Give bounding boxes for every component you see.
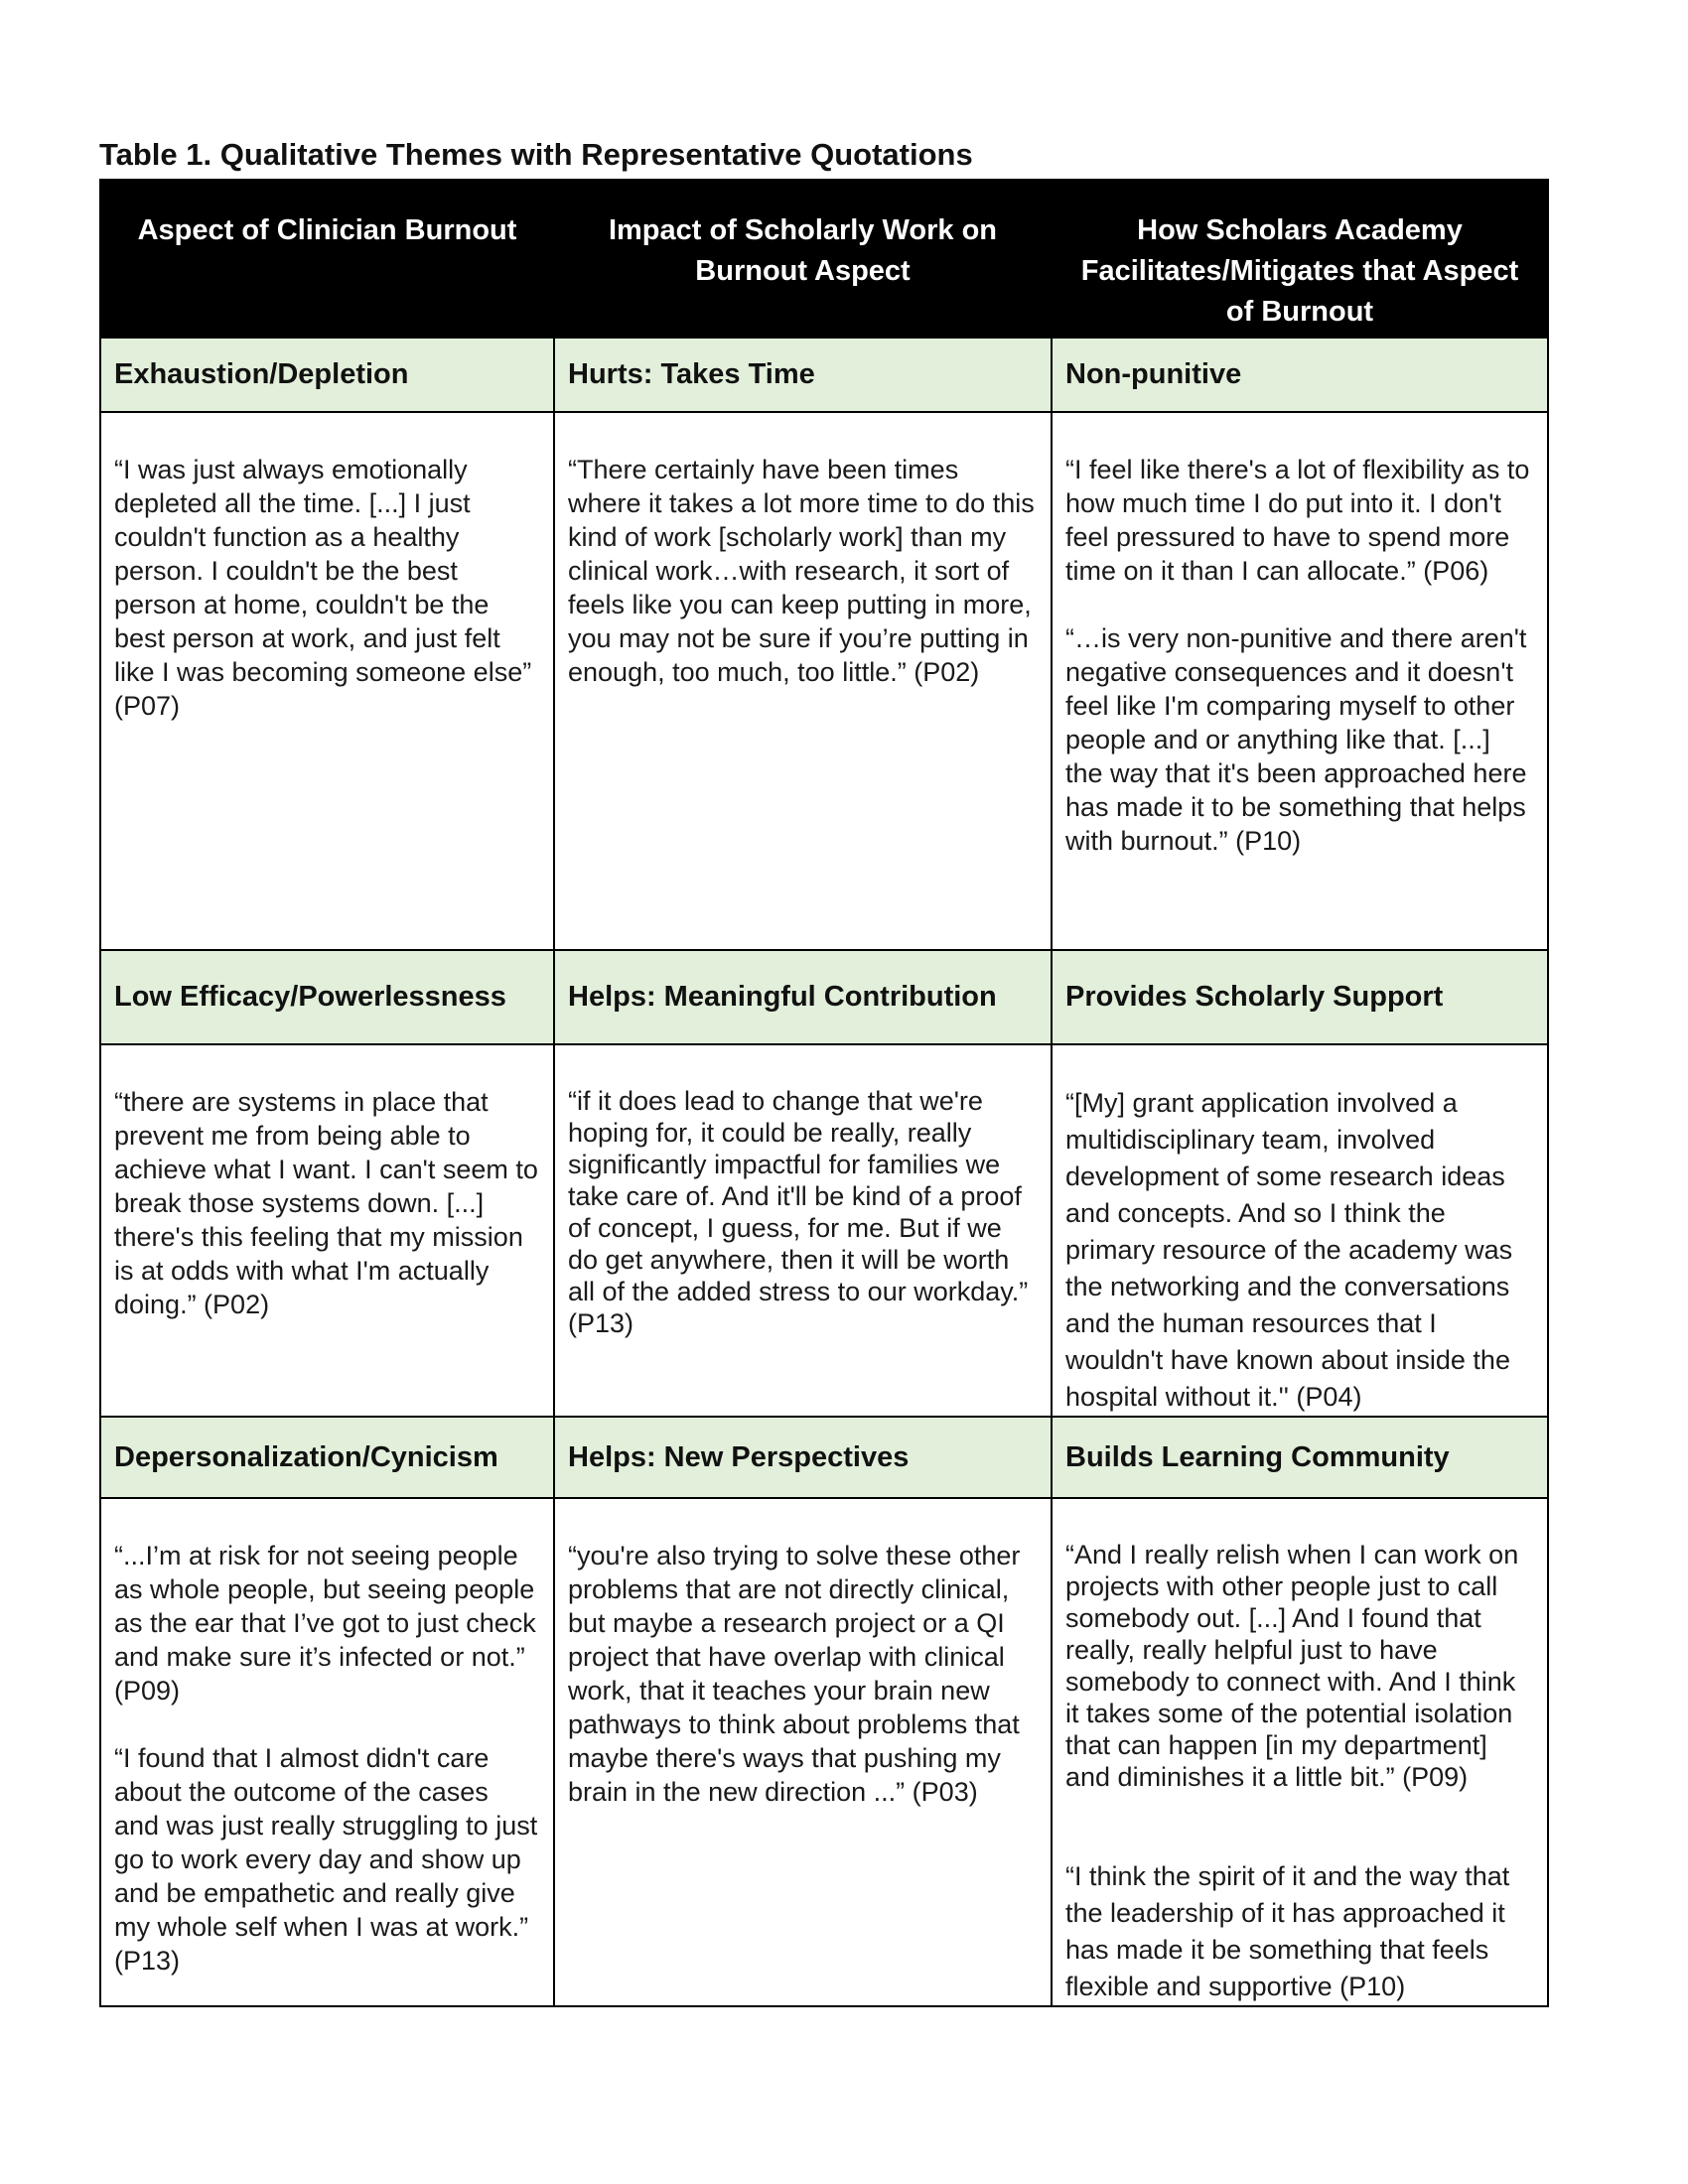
table-caption: Table 1. Qualitative Themes with Representative Quotations — [99, 137, 973, 172]
quote-text: “There certainly have been times where it takes a lot more time to do this kind of work [scholarly work] than my clinical work…with research, it sort of feels like you can keep putting in more, you may not be sure if you’re putting in enough, too much, too little.” (P02) — [568, 455, 1035, 687]
theme-cell-academy: Builds Learning Community — [1052, 1417, 1548, 1498]
header-row — [100, 180, 1548, 338]
quote-text: “I was just always emotionally depleted all the time. [...] I just couldn't function as a healthy person. I couldn't be the best person at home, couldn't be the best person at work, and just felt like I was becoming someone else” (P07) — [114, 455, 532, 721]
quote-text: “there are systems in place that prevent me from being able to achieve what I want. I can't seem to break those systems down. [...] there's this feeling that my mission is at odds with what I'm actually doing.” (P02) — [114, 1087, 538, 1319]
quote-cell-impact — [554, 1044, 1052, 1417]
theme-cell-impact: Helps: New Perspectives — [554, 1417, 1052, 1498]
quote-text: “[My] grant application involved a multidisciplinary team, involved development of some research ideas and concepts. And so I think the primary resource of the academy was the networking and the conversations and the human resources that I wouldn't have known about inside the hospital without it.'' (P04) — [1065, 1088, 1513, 1412]
quote-cell-impact — [554, 1498, 1052, 2006]
theme-cell-academy: Non-punitive — [1052, 338, 1548, 412]
theme-row — [100, 338, 1548, 412]
header-academy-facilitation: How Scholars Academy Facilitates/Mitigates that Aspect of Burnout — [1052, 180, 1548, 338]
header-burnout-aspect: Aspect of Clinician Burnout — [100, 180, 554, 338]
quote-text: “…is very non-punitive and there aren't negative consequences and it doesn't feel like I'm comparing myself to other people and or anything like that. [...] the way that it's been approached here has made it to be something that helps with burnout.” (P10) — [1065, 623, 1527, 856]
header-scholarly-impact: Impact of Scholarly Work on Burnout Aspect — [554, 180, 1052, 338]
quote-text: “And I really relish when I can work on projects with other people just to call somebody out. [...] And I found that really, really helpful just to have somebody to connect with. And I think it takes some of the potential isolation that can happen [in my department] and diminishes it a little bit.” (P09) — [1065, 1540, 1519, 1792]
quote-cell-aspect — [100, 412, 554, 950]
quote-text: “I think the spirit of it and the way that the leadership of it has approached it has made it be something that feels flexible and supportive (P10) — [1065, 1861, 1510, 2001]
theme-row — [100, 1417, 1548, 1498]
quote-cell-academy — [1052, 412, 1548, 950]
quote-text: “if it does lead to change that we're hoping for, it could be really, really significantly impactful for families we take care of. And it'll be kind of a proof of concept, I guess, for me. But if we do get anywhere, then it will be worth all of the added stress to our workday.” (P13) — [568, 1086, 1029, 1338]
quote-text: “I feel like there's a lot of flexibility as to how much time I do put into it. I don't feel pressured to have to spend more time on it than I can allocate.” (P06) — [1065, 455, 1530, 586]
quote-text: “you're also trying to solve these other problems that are not directly clinical, but maybe a research project or a QI project that have overlap with clinical work, that it teaches your brain new pathways to think about problems that maybe there's ways that pushing my brain in the new direction ...” (P03) — [568, 1541, 1021, 1807]
theme-row — [100, 950, 1548, 1044]
quote-text: “I found that I almost didn't care about the outcome of the cases and was just really struggling to just go to work every day and show up and be empathetic and really give my whole self when I was at work.” (P13) — [114, 1743, 538, 1976]
quote-cell-aspect — [100, 1498, 554, 2006]
qualitative-themes-table — [99, 179, 1549, 2007]
theme-cell-academy: Provides Scholarly Support — [1052, 950, 1548, 1044]
theme-cell-aspect: Depersonalization/Cynicism — [100, 1417, 554, 1498]
quote-text: “...I’m at risk for not seeing people as whole people, but seeing people as the ear that I’ve got to just check and make sure it’s infected or not.” (P09) — [114, 1541, 536, 1706]
quote-cell-academy — [1052, 1498, 1548, 2006]
theme-cell-impact: Hurts: Takes Time — [554, 338, 1052, 412]
theme-cell-aspect: Exhaustion/Depletion — [100, 338, 554, 412]
quote-cell-academy — [1052, 1044, 1548, 1417]
quote-cell-impact — [554, 412, 1052, 950]
quote-row — [100, 412, 1548, 950]
theme-cell-impact: Helps: Meaningful Contribution — [554, 950, 1052, 1044]
quote-cell-aspect — [100, 1044, 554, 1417]
quote-row — [100, 1498, 1548, 2006]
quote-row — [100, 1044, 1548, 1417]
theme-cell-aspect: Low Efficacy/Powerlessness — [100, 950, 554, 1044]
